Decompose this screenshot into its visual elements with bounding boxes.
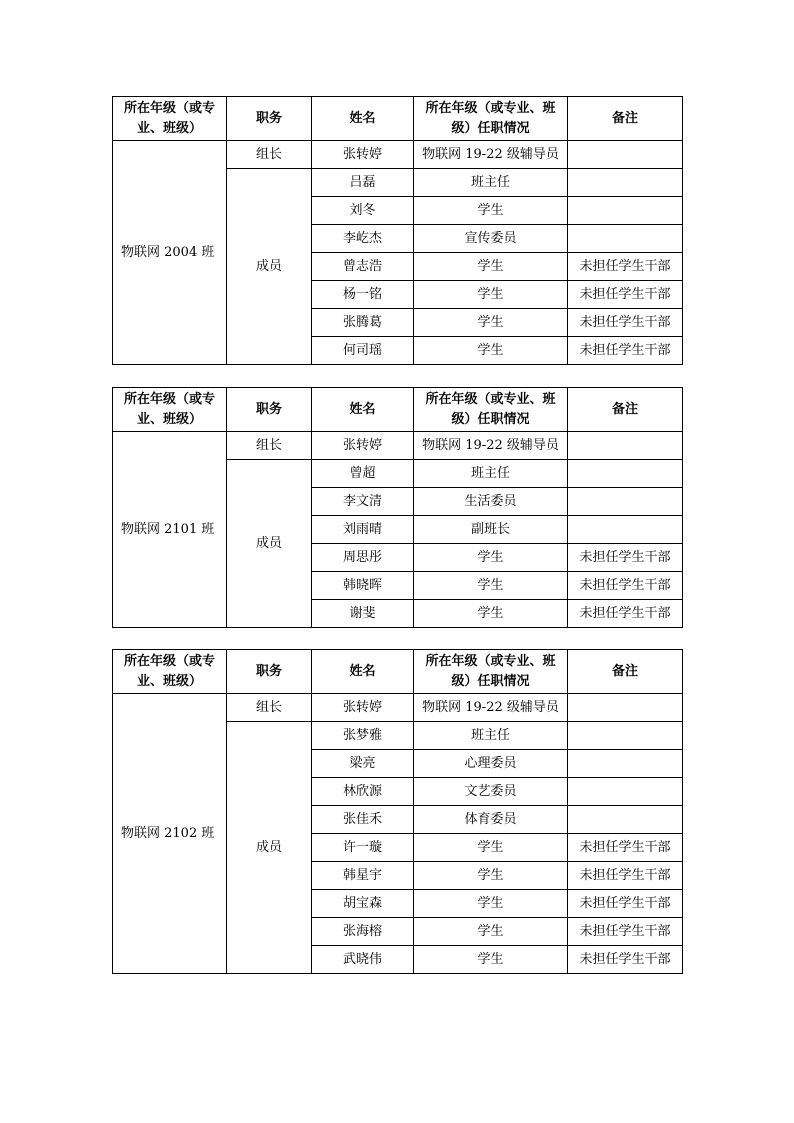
header-remark: 备注 bbox=[568, 97, 683, 141]
remark-cell: 未担任学生干部 bbox=[568, 600, 683, 628]
header-duty: 职务 bbox=[227, 388, 312, 432]
name-cell: 李文清 bbox=[312, 488, 414, 516]
position-cell: 学生 bbox=[414, 253, 568, 281]
header-duty: 职务 bbox=[227, 650, 312, 694]
remark-cell bbox=[568, 141, 683, 169]
position-cell: 班主任 bbox=[414, 460, 568, 488]
position-cell: 文艺委员 bbox=[414, 778, 568, 806]
name-cell: 武晓伟 bbox=[312, 946, 414, 974]
position-cell: 班主任 bbox=[414, 722, 568, 750]
remark-cell: 未担任学生干部 bbox=[568, 281, 683, 309]
header-remark: 备注 bbox=[568, 388, 683, 432]
class-name-cell: 物联网 2004 班 bbox=[113, 141, 227, 365]
position-cell: 学生 bbox=[414, 946, 568, 974]
remark-cell: 未担任学生干部 bbox=[568, 544, 683, 572]
roster-table bbox=[112, 387, 683, 628]
name-cell: 周思彤 bbox=[312, 544, 414, 572]
remark-cell bbox=[568, 750, 683, 778]
remark-cell bbox=[568, 169, 683, 197]
position-cell: 学生 bbox=[414, 544, 568, 572]
remark-cell: 未担任学生干部 bbox=[568, 834, 683, 862]
name-cell: 李屹杰 bbox=[312, 225, 414, 253]
name-cell: 张腾葛 bbox=[312, 309, 414, 337]
remark-cell bbox=[568, 806, 683, 834]
name-cell: 韩晓晖 bbox=[312, 572, 414, 600]
position-cell: 物联网 19-22 级辅导员 bbox=[414, 432, 568, 460]
remark-cell bbox=[568, 488, 683, 516]
remark-cell bbox=[568, 460, 683, 488]
remark-cell: 未担任学生干部 bbox=[568, 862, 683, 890]
remark-cell bbox=[568, 778, 683, 806]
remark-cell: 未担任学生干部 bbox=[568, 890, 683, 918]
name-cell: 张佳禾 bbox=[312, 806, 414, 834]
class-name-cell: 物联网 2102 班 bbox=[113, 694, 227, 974]
table-row bbox=[113, 432, 683, 460]
header-grade: 所在年级（或专业、班级） bbox=[113, 97, 227, 141]
member-role-cell: 成员 bbox=[227, 460, 312, 628]
roster-table bbox=[112, 96, 683, 365]
remark-cell: 未担任学生干部 bbox=[568, 918, 683, 946]
remark-cell: 未担任学生干部 bbox=[568, 337, 683, 365]
position-cell: 学生 bbox=[414, 281, 568, 309]
header-name: 姓名 bbox=[312, 650, 414, 694]
remark-cell bbox=[568, 722, 683, 750]
header-row bbox=[113, 388, 683, 432]
position-cell: 班主任 bbox=[414, 169, 568, 197]
position-cell: 副班长 bbox=[414, 516, 568, 544]
position-cell: 物联网 19-22 级辅导员 bbox=[414, 141, 568, 169]
header-row bbox=[113, 650, 683, 694]
name-cell: 刘雨晴 bbox=[312, 516, 414, 544]
name-cell: 许一璇 bbox=[312, 834, 414, 862]
remark-cell bbox=[568, 432, 683, 460]
leader-role-cell: 组长 bbox=[227, 432, 312, 460]
position-cell: 学生 bbox=[414, 337, 568, 365]
header-position: 所在年级（或专业、班级）任职情况 bbox=[414, 388, 568, 432]
member-role-cell: 成员 bbox=[227, 169, 312, 365]
position-cell: 学生 bbox=[414, 600, 568, 628]
name-cell: 何司瑶 bbox=[312, 337, 414, 365]
header-grade: 所在年级（或专业、班级） bbox=[113, 388, 227, 432]
name-cell: 韩星宇 bbox=[312, 862, 414, 890]
name-cell: 曾超 bbox=[312, 460, 414, 488]
member-role-cell: 成员 bbox=[227, 722, 312, 974]
position-cell: 生活委员 bbox=[414, 488, 568, 516]
header-name: 姓名 bbox=[312, 97, 414, 141]
name-cell: 曾志浩 bbox=[312, 253, 414, 281]
position-cell: 学生 bbox=[414, 572, 568, 600]
name-cell: 杨一铭 bbox=[312, 281, 414, 309]
position-cell: 体育委员 bbox=[414, 806, 568, 834]
remark-cell: 未担任学生干部 bbox=[568, 309, 683, 337]
class-name-cell: 物联网 2101 班 bbox=[113, 432, 227, 628]
header-row bbox=[113, 97, 683, 141]
remark-cell bbox=[568, 694, 683, 722]
position-cell: 物联网 19-22 级辅导员 bbox=[414, 694, 568, 722]
header-name: 姓名 bbox=[312, 388, 414, 432]
name-cell: 张转婷 bbox=[312, 141, 414, 169]
roster-table bbox=[112, 649, 683, 974]
position-cell: 心理委员 bbox=[414, 750, 568, 778]
header-duty: 职务 bbox=[227, 97, 312, 141]
name-cell: 张转婷 bbox=[312, 432, 414, 460]
name-cell: 梁亮 bbox=[312, 750, 414, 778]
name-cell: 张海榕 bbox=[312, 918, 414, 946]
name-cell: 吕磊 bbox=[312, 169, 414, 197]
name-cell: 刘冬 bbox=[312, 197, 414, 225]
header-grade: 所在年级（或专业、班级） bbox=[113, 650, 227, 694]
position-cell: 宣传委员 bbox=[414, 225, 568, 253]
leader-role-cell: 组长 bbox=[227, 141, 312, 169]
remark-cell bbox=[568, 516, 683, 544]
remark-cell: 未担任学生干部 bbox=[568, 572, 683, 600]
position-cell: 学生 bbox=[414, 918, 568, 946]
remark-cell bbox=[568, 225, 683, 253]
remark-cell: 未担任学生干部 bbox=[568, 946, 683, 974]
table-row bbox=[113, 694, 683, 722]
position-cell: 学生 bbox=[414, 309, 568, 337]
table-row bbox=[113, 141, 683, 169]
name-cell: 林欣源 bbox=[312, 778, 414, 806]
position-cell: 学生 bbox=[414, 834, 568, 862]
header-position: 所在年级（或专业、班级）任职情况 bbox=[414, 650, 568, 694]
header-position: 所在年级（或专业、班级）任职情况 bbox=[414, 97, 568, 141]
position-cell: 学生 bbox=[414, 890, 568, 918]
leader-role-cell: 组长 bbox=[227, 694, 312, 722]
position-cell: 学生 bbox=[414, 862, 568, 890]
position-cell: 学生 bbox=[414, 197, 568, 225]
header-remark: 备注 bbox=[568, 650, 683, 694]
name-cell: 胡宝森 bbox=[312, 890, 414, 918]
remark-cell bbox=[568, 197, 683, 225]
remark-cell: 未担任学生干部 bbox=[568, 253, 683, 281]
name-cell: 张梦雅 bbox=[312, 722, 414, 750]
name-cell: 谢斐 bbox=[312, 600, 414, 628]
name-cell: 张转婷 bbox=[312, 694, 414, 722]
